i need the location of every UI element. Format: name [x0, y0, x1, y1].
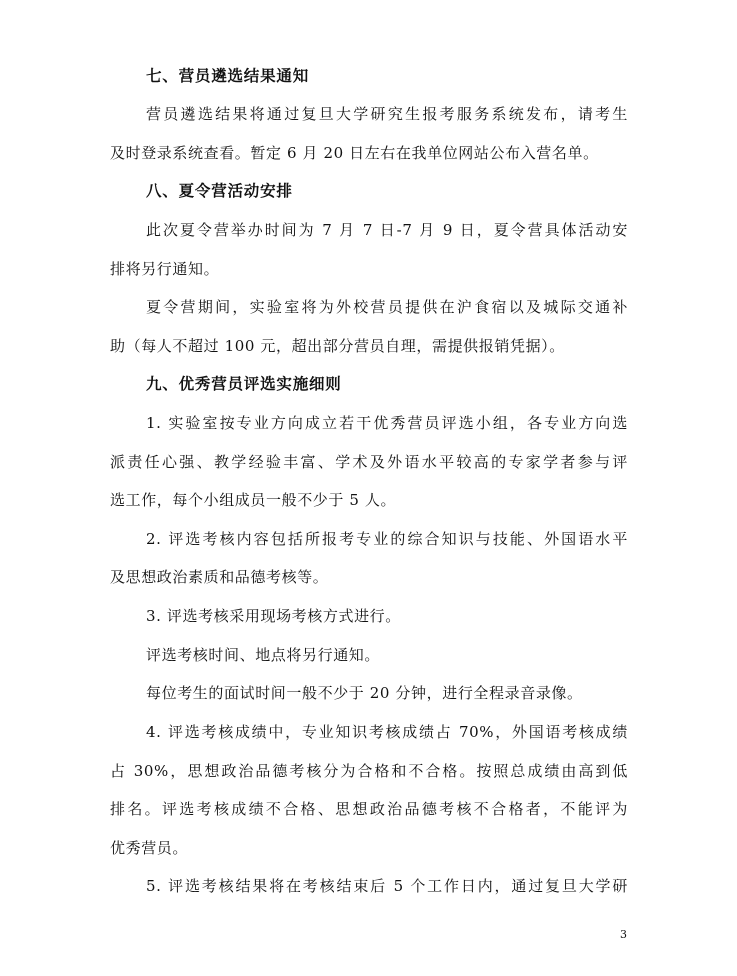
- paragraph-line: 评选考核时间、地点将另行通知。: [146, 646, 381, 664]
- paragraph-line: 此次夏令营举办时间为 7 月 7 日-7 月 9 日，夏令营具体活动安: [146, 221, 628, 239]
- paragraph-line: 优秀营员。: [110, 839, 189, 857]
- paragraph-line: 每位考生的面试时间一般不少于 20 分钟，进行全程录音录像。: [146, 684, 583, 702]
- page-number: 3: [620, 928, 627, 941]
- section-heading-8: 八、夏令营活动安排: [146, 182, 293, 200]
- section-heading-7: 七、营员遴选结果通知: [146, 67, 310, 85]
- paragraph-line: 助（每人不超过 100 元，超出部分营员自理，需提供报销凭据）。: [110, 337, 565, 355]
- paragraph-line: 选工作，每个小组成员一般不少于 5 人。: [110, 491, 397, 509]
- paragraph-line: 1. 实验室按专业方向成立若干优秀营员评选小组，各专业方向选: [146, 414, 628, 432]
- paragraph-line: 排名。评选考核成绩不合格、思想政治品德考核不合格者，不能评为: [110, 800, 628, 818]
- paragraph-line: 占 30%，思想政治品德考核分为合格和不合格。按照总成绩由高到低: [110, 762, 628, 780]
- paragraph-line: 排将另行通知。: [110, 260, 220, 278]
- section-heading-9: 九、优秀营员评选实施细则: [146, 375, 342, 393]
- paragraph-line: 夏令营期间，实验室将为外校营员提供在沪食宿以及城际交通补: [146, 298, 628, 316]
- paragraph-line: 营员遴选结果将通过复旦大学研究生报考服务系统发布，请考生: [146, 105, 628, 123]
- paragraph-line: 3. 评选考核采用现场考核方式进行。: [146, 607, 401, 625]
- paragraph-line: 及思想政治素质和品德考核等。: [110, 568, 329, 586]
- paragraph-line: 2. 评选考核内容包括所报考专业的综合知识与技能、外国语水平: [146, 530, 628, 548]
- paragraph-line: 及时登录系统查看。暂定 6 月 20 日左右在我单位网站公布入营名单。: [110, 144, 599, 162]
- paragraph-line: 4. 评选考核成绩中，专业知识考核成绩占 70%，外国语考核成绩: [146, 723, 628, 741]
- paragraph-line: 派责任心强、教学经验丰富、学术及外语水平较高的专家学者参与评: [110, 453, 628, 471]
- paragraph-line: 5. 评选考核结果将在考核结束后 5 个工作日内，通过复旦大学研: [146, 877, 628, 895]
